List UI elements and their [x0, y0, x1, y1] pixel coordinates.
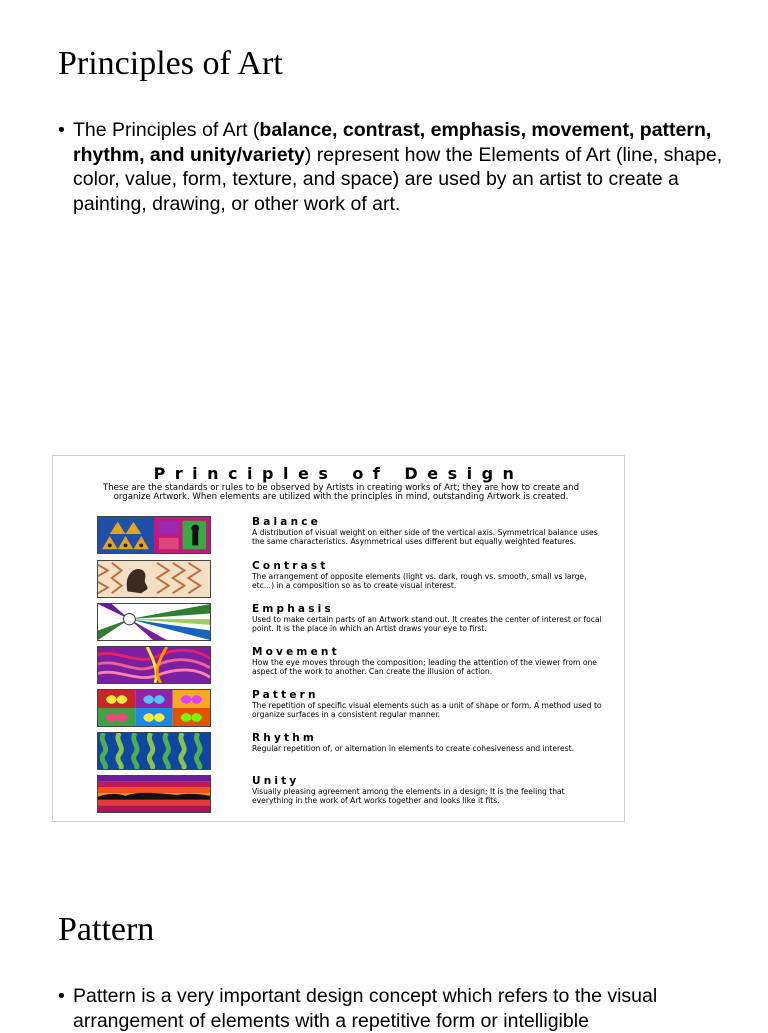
principle-name-balance: Balance — [252, 516, 321, 528]
poster-intro: These are the standards or rules to be observed by Artists in creating works of Art; they are how to create and organize Artwork. When elements are utilized with the principles in mind, outstanding Artwork is created. — [102, 483, 580, 503]
principles-bullet — [58, 118, 733, 216]
contrast-thumbnail-icon — [97, 560, 211, 598]
principle-desc-pattern: The repetition of specific visual elements such as a unit of shape or form. A method used to organize surfaces in a consistent regular manner. — [252, 701, 602, 719]
poster-title: Principles of Design — [153, 464, 524, 483]
principle-row-emphasis — [97, 603, 607, 643]
bullet-text-after: ) represent how the Elements of Art (line, shape, color, value, form, texture, and space) are used by an artist to create a painting, drawing, or other work of art. — [73, 143, 723, 215]
rhythm-thumbnail-icon — [97, 732, 211, 770]
principle-desc-movement: How the eye moves through the composition; leading the attention of the viewer from one aspect of the work to another. Can create the illusion of action. — [252, 658, 597, 676]
bullet-bold-principles: balance, contrast, emphasis, movement, pattern, rhythm, and unity/variety — [73, 119, 712, 166]
slide-title-principles-of-art: Principles of Art — [58, 45, 283, 82]
unity-thumbnail-icon — [97, 775, 211, 813]
principle-name-emphasis: Emphasis — [252, 603, 334, 615]
principle-row-unity — [97, 775, 607, 815]
principles-of-design-poster — [52, 455, 625, 822]
principle-desc-rhythm: Regular repetition of, or alternation in elements to create cohesiveness and interest. — [252, 744, 575, 753]
principle-name-contrast: Contrast — [252, 560, 329, 572]
principle-row-movement — [97, 646, 607, 686]
principle-desc-emphasis: Used to make certain parts of an Artwork stand out. It creates the center of interest or focal point. It is the place in which an Artist draws your eye to first. — [252, 615, 602, 633]
principle-name-unity: Unity — [252, 775, 300, 787]
principle-desc-balance: A distribution of visual weight on either side of the vertical axis. Symmetrical balance uses the same characteristics. Asymmetrical uses different but equally weighted features. — [252, 528, 598, 546]
principle-name-pattern: Pattern — [252, 689, 319, 701]
pattern-bullet — [58, 984, 733, 1033]
balance-thumbnail-icon — [97, 516, 211, 554]
pattern-thumbnail-icon — [97, 689, 211, 727]
principle-desc-unity: Visually pleasing agreement among the elements in a design; It is the feeling that everything in the work of Art works together and looks like it fits. — [252, 787, 565, 805]
principle-name-movement: Movement — [252, 646, 340, 658]
principle-row-rhythm — [97, 732, 607, 772]
bullet-text-before: The Principles of Art ( — [73, 119, 260, 141]
principle-row-contrast — [97, 560, 607, 600]
slide-title-pattern: Pattern — [58, 911, 155, 948]
principle-desc-contrast: The arrangement of opposite elements (light vs. dark, rough vs. smooth, small vs large, etc...) in a composition so as to create visual interest. — [252, 572, 587, 590]
emphasis-thumbnail-icon — [97, 603, 211, 641]
principle-name-rhythm: Rhythm — [252, 732, 318, 744]
principle-row-pattern — [97, 689, 607, 729]
bullet-dot-icon: • — [58, 985, 65, 1007]
bullet-dot-icon: • — [58, 119, 65, 141]
pattern-bullet-text: Pattern is a very important design concept which refers to the visual arrangement of elements with a repetitive form or intelligible — [73, 985, 658, 1032]
principle-row-balance — [97, 516, 607, 556]
movement-thumbnail-icon — [97, 646, 211, 684]
